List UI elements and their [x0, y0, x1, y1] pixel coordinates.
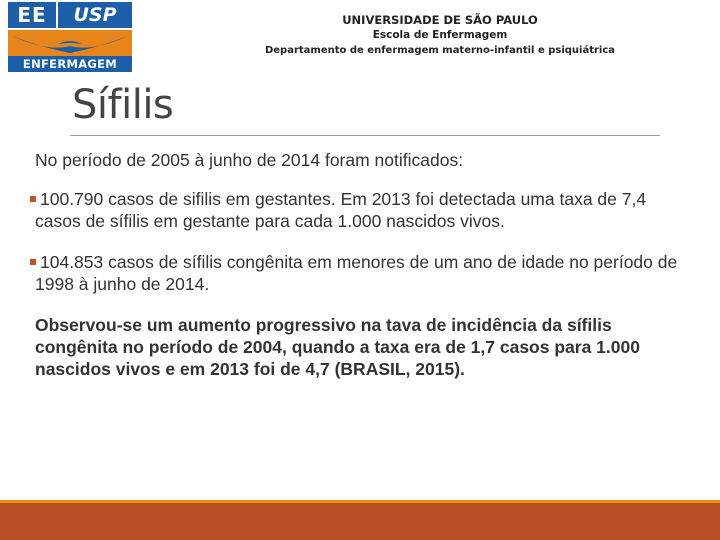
intro-text: No período de 2005 à junho de 2014 foram notificados: — [35, 150, 464, 170]
bird-icon — [8, 30, 132, 56]
institution-header — [230, 12, 650, 58]
bullet-text: 104.853 casos de sífilis congênita em menores de um ano de idade no período de 1998 à junho de 2014. — [35, 252, 678, 294]
bullet-item — [30, 188, 680, 232]
logo-enfermagem-text: ENFERMAGEM — [22, 57, 118, 71]
logo-ee-block — [8, 2, 56, 28]
bullet-text: 100.790 casos de sifilis em gestantes. Em 2013 foi detectada uma taxa de 7,4 casos de sífilis em gestante para cada 1.000 nascidos vivos. — [35, 189, 647, 231]
school-logo — [8, 2, 134, 70]
logo-usp-text: USP — [73, 4, 117, 26]
bullet-item — [30, 251, 680, 295]
slide-title: Sífilis — [72, 82, 174, 128]
title-divider — [70, 135, 660, 136]
conclusion-text: Observou-se um aumento progressivo na tava de incidência da sífilis congênita no período de 2004, quando a taxa era de 1,7 casos para 1.000 nascidos vivos e em 2013 foi de 4,7 (BRASIL, 2015). — [35, 315, 640, 379]
school-name: Escola de Enfermagem — [372, 29, 508, 41]
square-bullet-icon — [30, 259, 36, 265]
university-name: UNIVERSIDADE DE SÃO PAULO — [342, 13, 538, 27]
footer-bar — [0, 503, 720, 540]
logo-usp-block — [58, 2, 132, 28]
square-bullet-icon — [30, 196, 36, 202]
logo-enfermagem-block — [8, 56, 132, 72]
logo-ee-text: EE — [17, 3, 47, 27]
department-name: Departamento de enfermagem materno-infantil e psiquiátrica — [264, 45, 616, 56]
